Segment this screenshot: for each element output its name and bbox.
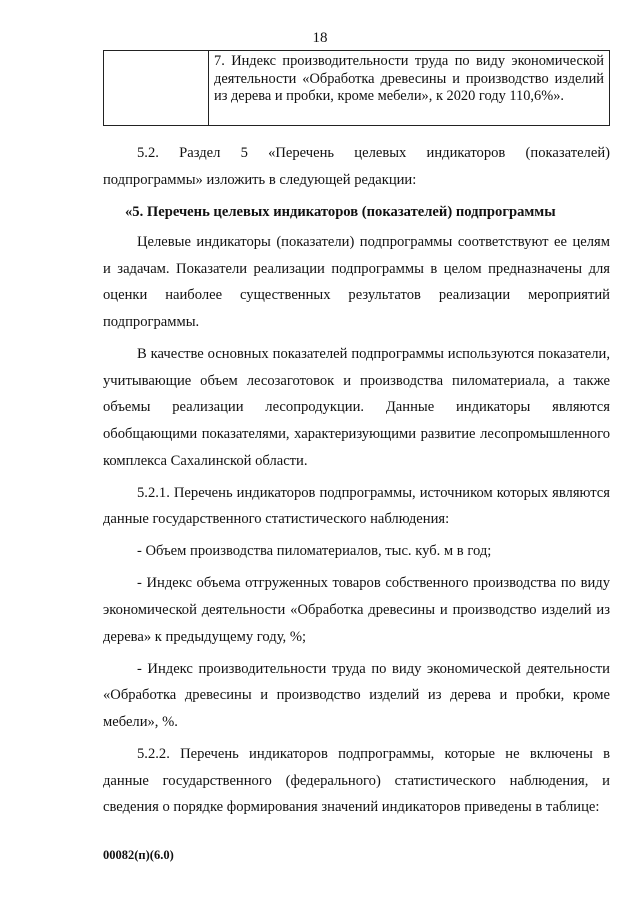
table-cell-indicator-7: 7. Индекс производительности труда по виду экономической деятельности «Обработка древесины и производство изделий из дерева и пробки, кроме мебели», к 2020 году 110,6%». (209, 51, 610, 126)
document-body (103, 140, 610, 826)
paragraph-5-2-2: 5.2.2. Перечень индикаторов подпрограммы, которые не включены в данные государственного (федерального) статистического наблюдения, и сведения о порядке формирования значений индикаторов приведены в таблице: (103, 745, 610, 816)
paragraph-indicators-purpose: Целевые индикаторы (показатели) подпрограммы соответствуют ее целям и задачам. Показатели реализации подпрограммы в целом предназначены для оценки наиболее существенных результатов реализации мероприятий подпрограммы. (103, 234, 610, 331)
continued-table (103, 50, 610, 126)
document-code: 00082(п)(6.0) (103, 848, 174, 862)
section-heading: «5. Перечень целевых индикаторов (показателей) подпрограммы (125, 203, 556, 220)
paragraph-section-5-2: 5.2. Раздел 5 «Перечень целевых индикаторов (показателей) подпрограммы» изложить в следующей редакции: (103, 145, 610, 188)
paragraph-main-indicators: В качестве основных показателей подпрограммы используются показатели, учитывающие объем лесозаготовок и производства пиломатериала, а также объемы реализации лесопродукции. Данные индикаторы являются обобщающими показателями, характеризующими развитие лесопромышленного комплекса Сахалинской области. (103, 346, 610, 469)
list-item-productivity-index: - Индекс производительности труда по виду экономической деятельности «Обработка древесины и производство изделий из дерева и пробки, кроме мебели», %. (103, 660, 610, 730)
list-item-shipped-goods-index: - Индекс объема отгруженных товаров собственного производства по виду экономической деятельности «Обработка древесины и производство изделий из дерева» к предыдущему году, %; (103, 575, 610, 645)
table-row (104, 51, 610, 126)
list-item-lumber-volume: - Объем производства пиломатериалов, тыс. куб. м в год; (137, 543, 492, 560)
paragraph-5-2-1: 5.2.1. Перечень индикаторов подпрограммы, источником которых являются данные государственного статистического наблюдения: (103, 484, 610, 528)
page-number: 18 (312, 30, 328, 46)
table-cell-empty (104, 51, 209, 126)
